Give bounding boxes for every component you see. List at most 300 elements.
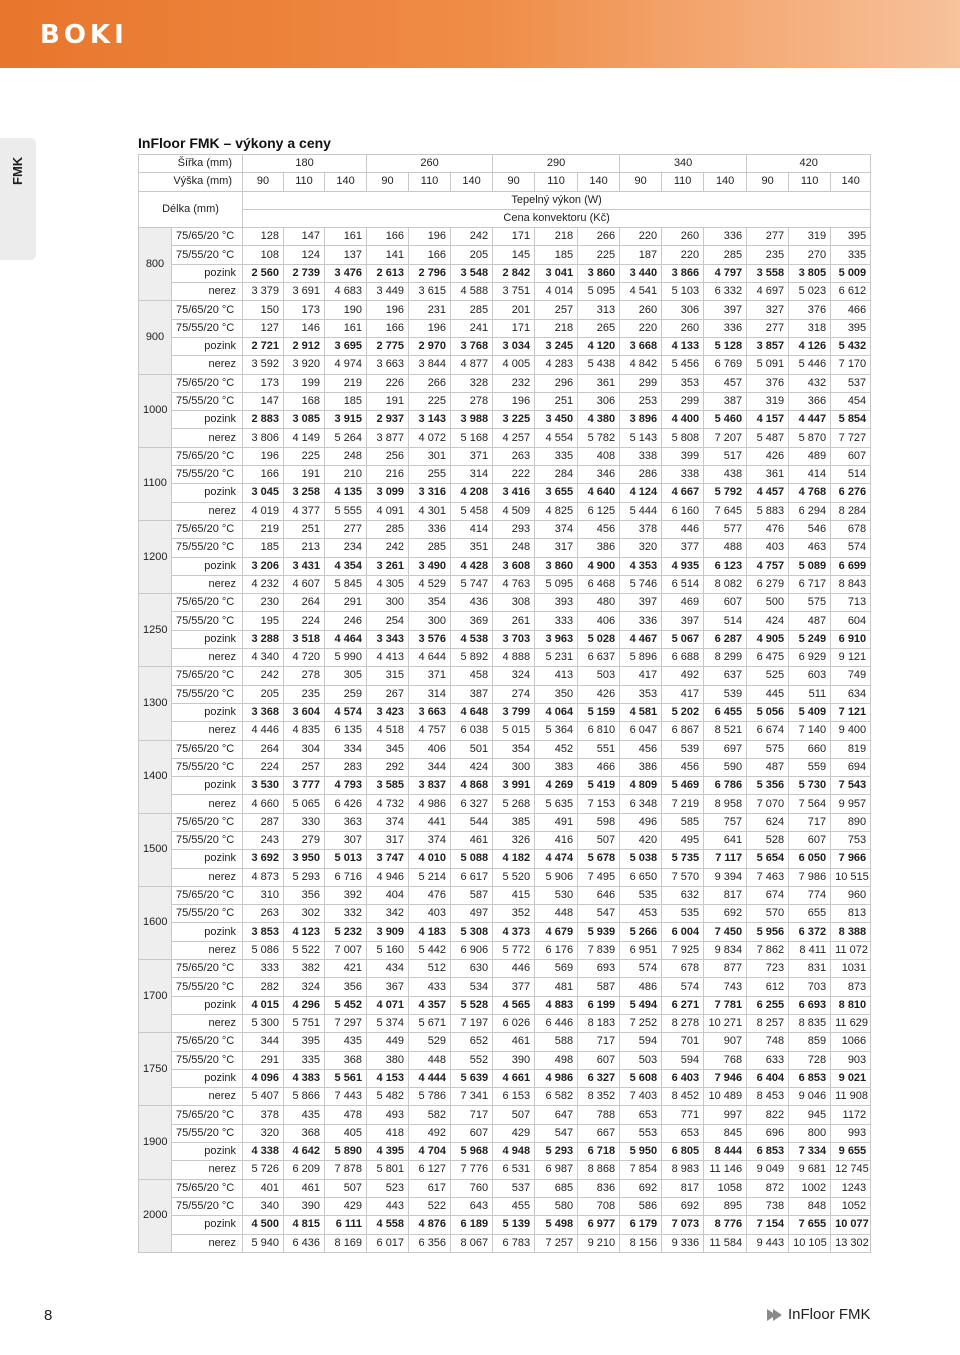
table-cell: 3 806 bbox=[243, 429, 284, 447]
table-cell: 403 bbox=[409, 905, 451, 923]
table-cell: 5 067 bbox=[662, 630, 704, 648]
table-cell: 4 464 bbox=[325, 630, 367, 648]
table-cell: 424 bbox=[747, 612, 789, 630]
table-cell: 369 bbox=[451, 612, 493, 630]
table-cell: 168 bbox=[284, 392, 325, 410]
table-cell: 9 394 bbox=[704, 868, 747, 886]
row-label: 75/55/20 °C bbox=[172, 539, 243, 557]
table-cell: 8 776 bbox=[704, 1216, 747, 1234]
table-cell: 3 288 bbox=[243, 630, 284, 648]
table-cell: 4 014 bbox=[535, 283, 578, 301]
table-row bbox=[139, 301, 871, 319]
table-cell: 2 937 bbox=[367, 411, 409, 429]
table-cell: 1058 bbox=[704, 1179, 747, 1197]
page-number: 8 bbox=[44, 1307, 53, 1324]
table-cell: 594 bbox=[662, 1051, 704, 1069]
table-cell: 305 bbox=[325, 667, 367, 685]
table-row bbox=[139, 484, 871, 502]
table-cell: 314 bbox=[409, 685, 451, 703]
table-cell: 266 bbox=[578, 228, 620, 246]
table-cell: 749 bbox=[831, 667, 871, 685]
table-cell: 5 772 bbox=[493, 941, 535, 959]
table-cell: 8 082 bbox=[704, 575, 747, 593]
table-cell: 302 bbox=[284, 905, 325, 923]
table-cell: 6 688 bbox=[662, 649, 704, 667]
table-cell: 3 988 bbox=[451, 411, 493, 429]
width-header: 420 bbox=[747, 155, 871, 173]
row-label: pozink bbox=[172, 630, 243, 648]
table-cell: 4 183 bbox=[409, 923, 451, 941]
table-cell: 374 bbox=[535, 520, 578, 538]
header-row-heights bbox=[139, 173, 871, 191]
table-row bbox=[139, 1069, 871, 1087]
row-label: 75/65/20 °C bbox=[172, 447, 243, 465]
table-cell: 3 691 bbox=[284, 283, 325, 301]
row-label: 75/65/20 °C bbox=[172, 1033, 243, 1051]
table-cell: 6 125 bbox=[578, 502, 620, 520]
table-cell: 334 bbox=[325, 740, 367, 758]
table-cell: 210 bbox=[325, 466, 367, 484]
table-cell: 5 446 bbox=[789, 356, 831, 374]
table-cell: 685 bbox=[535, 1179, 578, 1197]
table-cell: 284 bbox=[535, 466, 578, 484]
table-cell: 848 bbox=[789, 1197, 831, 1215]
table-cell: 3 915 bbox=[325, 411, 367, 429]
table-cell: 845 bbox=[704, 1124, 747, 1142]
table-cell: 6 189 bbox=[451, 1216, 493, 1234]
table-cell: 4 447 bbox=[789, 411, 831, 429]
table-cell: 367 bbox=[367, 978, 409, 996]
table-cell: 4 642 bbox=[284, 1143, 325, 1161]
table-cell: 678 bbox=[662, 960, 704, 978]
table-cell: 5 520 bbox=[493, 868, 535, 886]
table-cell: 4 395 bbox=[367, 1143, 409, 1161]
table-cell: 5 498 bbox=[535, 1216, 578, 1234]
table-cell: 4 377 bbox=[284, 502, 325, 520]
table-cell: 3 747 bbox=[367, 850, 409, 868]
table-cell: 3 663 bbox=[409, 703, 451, 721]
table-cell: 255 bbox=[409, 466, 451, 484]
table-cell: 3 768 bbox=[451, 337, 493, 355]
table-cell: 414 bbox=[789, 466, 831, 484]
table-cell: 5 013 bbox=[325, 850, 367, 868]
table-cell: 4 305 bbox=[367, 575, 409, 593]
table-cell: 267 bbox=[367, 685, 409, 703]
table-cell: 5 103 bbox=[662, 283, 704, 301]
table-cell: 6 160 bbox=[662, 502, 704, 520]
table-cell: 453 bbox=[620, 905, 662, 923]
table-cell: 6 123 bbox=[704, 557, 747, 575]
table-cell: 387 bbox=[451, 685, 493, 703]
table-cell: 580 bbox=[535, 1197, 578, 1215]
table-cell: 386 bbox=[578, 539, 620, 557]
table-cell: 537 bbox=[831, 374, 871, 392]
table-row bbox=[139, 246, 871, 264]
table-cell: 522 bbox=[409, 1197, 451, 1215]
table-row bbox=[139, 813, 871, 831]
table-cell: 768 bbox=[704, 1051, 747, 1069]
table-cell: 5 635 bbox=[535, 795, 578, 813]
table-row bbox=[139, 649, 871, 667]
table-cell: 4 518 bbox=[367, 722, 409, 740]
table-row bbox=[139, 264, 871, 282]
table-cell: 612 bbox=[747, 978, 789, 996]
table-cell: 166 bbox=[243, 466, 284, 484]
table-cell: 6 693 bbox=[789, 996, 831, 1014]
table-row bbox=[139, 758, 871, 776]
length-value: 1900 bbox=[139, 1106, 172, 1179]
table-cell: 277 bbox=[747, 228, 789, 246]
table-cell: 1172 bbox=[831, 1106, 871, 1124]
table-cell: 873 bbox=[831, 978, 871, 996]
table-cell: 420 bbox=[620, 831, 662, 849]
table-cell: 224 bbox=[243, 758, 284, 776]
boki-logo: BOKI bbox=[40, 20, 128, 50]
table-cell: 6 372 bbox=[789, 923, 831, 941]
table-cell: 9 210 bbox=[578, 1234, 620, 1252]
table-cell: 2 796 bbox=[409, 264, 451, 282]
table-cell: 6 582 bbox=[535, 1088, 578, 1106]
table-cell: 378 bbox=[620, 520, 662, 538]
table-cell: 313 bbox=[578, 301, 620, 319]
table-cell: 356 bbox=[325, 978, 367, 996]
table-cell: 4 868 bbox=[451, 777, 493, 795]
table-cell: 574 bbox=[831, 539, 871, 557]
table-cell: 336 bbox=[620, 612, 662, 630]
table-cell: 5 056 bbox=[747, 703, 789, 721]
table-cell: 242 bbox=[243, 667, 284, 685]
table-cell: 5 786 bbox=[409, 1088, 451, 1106]
table-cell: 278 bbox=[451, 392, 493, 410]
table-cell: 7 450 bbox=[704, 923, 747, 941]
table-cell: 11 629 bbox=[831, 1014, 871, 1032]
table-cell: 4 413 bbox=[367, 649, 409, 667]
header-row-widths bbox=[139, 155, 871, 173]
table-cell: 5 968 bbox=[451, 1143, 493, 1161]
table-cell: 4 340 bbox=[243, 649, 284, 667]
table-cell: 5 214 bbox=[409, 868, 451, 886]
header-row-price bbox=[139, 209, 871, 227]
table-row bbox=[139, 411, 871, 429]
table-row bbox=[139, 520, 871, 538]
table-row bbox=[139, 740, 871, 758]
table-cell: 306 bbox=[662, 301, 704, 319]
table-cell: 314 bbox=[451, 466, 493, 484]
table-cell: 4 661 bbox=[493, 1069, 535, 1087]
table-cell: 461 bbox=[451, 831, 493, 849]
table-row bbox=[139, 703, 871, 721]
table-cell: 4 768 bbox=[789, 484, 831, 502]
table-cell: 173 bbox=[284, 301, 325, 319]
table-cell: 511 bbox=[789, 685, 831, 703]
table-cell: 342 bbox=[367, 905, 409, 923]
table-cell: 6 127 bbox=[409, 1161, 451, 1179]
table-cell: 361 bbox=[747, 466, 789, 484]
table-cell: 458 bbox=[451, 667, 493, 685]
table-cell: 4 500 bbox=[243, 1216, 284, 1234]
height-header: 110 bbox=[662, 173, 704, 191]
table-cell: 3 877 bbox=[367, 429, 409, 447]
table-cell: 7 839 bbox=[578, 941, 620, 959]
table-cell: 344 bbox=[409, 758, 451, 776]
table-cell: 6 111 bbox=[325, 1216, 367, 1234]
table-cell: 220 bbox=[662, 246, 704, 264]
table-cell: 4 383 bbox=[284, 1069, 325, 1087]
table-cell: 6 135 bbox=[325, 722, 367, 740]
table-cell: 8 156 bbox=[620, 1234, 662, 1252]
table-cell: 717 bbox=[789, 813, 831, 831]
table-cell: 5 308 bbox=[451, 923, 493, 941]
table-cell: 404 bbox=[367, 886, 409, 904]
table-cell: 354 bbox=[409, 594, 451, 612]
table-cell: 403 bbox=[747, 539, 789, 557]
table-cell: 4 357 bbox=[409, 996, 451, 1014]
table-cell: 5 469 bbox=[662, 777, 704, 795]
table-cell: 7 854 bbox=[620, 1161, 662, 1179]
table-cell: 445 bbox=[747, 685, 789, 703]
table-cell: 5 438 bbox=[578, 356, 620, 374]
table-cell: 161 bbox=[325, 319, 367, 337]
height-header: 90 bbox=[367, 173, 409, 191]
table-cell: 2 912 bbox=[284, 337, 325, 355]
table-cell: 216 bbox=[367, 466, 409, 484]
table-cell: 6 716 bbox=[325, 868, 367, 886]
table-cell: 5 356 bbox=[747, 777, 789, 795]
table-cell: 480 bbox=[578, 594, 620, 612]
table-cell: 146 bbox=[284, 319, 325, 337]
table-cell: 4 296 bbox=[284, 996, 325, 1014]
table-cell: 6 017 bbox=[367, 1234, 409, 1252]
row-label: nerez bbox=[172, 722, 243, 740]
table-cell: 728 bbox=[789, 1051, 831, 1069]
height-header: 140 bbox=[451, 173, 493, 191]
table-cell: 4 126 bbox=[789, 337, 831, 355]
table-cell: 6 271 bbox=[662, 996, 704, 1014]
table-row bbox=[139, 1143, 871, 1161]
table-cell: 9 681 bbox=[789, 1161, 831, 1179]
table-cell: 512 bbox=[409, 960, 451, 978]
table-cell: 287 bbox=[243, 813, 284, 831]
table-cell: 7 153 bbox=[578, 795, 620, 813]
table-cell: 960 bbox=[831, 886, 871, 904]
table-cell: 655 bbox=[789, 905, 831, 923]
height-header: 140 bbox=[831, 173, 871, 191]
table-cell: 5 854 bbox=[831, 411, 871, 429]
table-cell: 523 bbox=[367, 1179, 409, 1197]
table-cell: 4 380 bbox=[578, 411, 620, 429]
table-cell: 265 bbox=[578, 319, 620, 337]
length-value: 2000 bbox=[139, 1179, 172, 1252]
table-cell: 2 842 bbox=[493, 264, 535, 282]
table-cell: 248 bbox=[493, 539, 535, 557]
table-cell: 277 bbox=[325, 520, 367, 538]
table-cell: 137 bbox=[325, 246, 367, 264]
height-header: 90 bbox=[493, 173, 535, 191]
table-cell: 6 853 bbox=[747, 1143, 789, 1161]
row-label: pozink bbox=[172, 777, 243, 795]
table-cell: 196 bbox=[493, 392, 535, 410]
table-cell: 8 284 bbox=[831, 502, 871, 520]
table-cell: 6 810 bbox=[578, 722, 620, 740]
table-cell: 261 bbox=[493, 612, 535, 630]
table-cell: 429 bbox=[493, 1124, 535, 1142]
table-row bbox=[139, 337, 871, 355]
table-cell: 6 718 bbox=[578, 1143, 620, 1161]
table-cell: 8 868 bbox=[578, 1161, 620, 1179]
table-cell: 5 091 bbox=[747, 356, 789, 374]
table-cell: 5 866 bbox=[284, 1088, 325, 1106]
table-cell: 259 bbox=[325, 685, 367, 703]
table-cell: 336 bbox=[704, 319, 747, 337]
row-label: 75/65/20 °C bbox=[172, 886, 243, 904]
table-cell: 507 bbox=[493, 1106, 535, 1124]
table-cell: 5 522 bbox=[284, 941, 325, 959]
table-cell: 251 bbox=[284, 520, 325, 538]
table-cell: 6 987 bbox=[535, 1161, 578, 1179]
table-cell: 4 338 bbox=[243, 1143, 284, 1161]
table-cell: 385 bbox=[493, 813, 535, 831]
table-cell: 738 bbox=[747, 1197, 789, 1215]
table-cell: 4 558 bbox=[367, 1216, 409, 1234]
row-label: pozink bbox=[172, 703, 243, 721]
table-cell: 317 bbox=[535, 539, 578, 557]
table-cell: 697 bbox=[704, 740, 747, 758]
table-cell: 191 bbox=[284, 466, 325, 484]
table-cell: 4 648 bbox=[451, 703, 493, 721]
table-cell: 586 bbox=[620, 1197, 662, 1215]
table-cell: 7 925 bbox=[662, 941, 704, 959]
table-cell: 3 206 bbox=[243, 557, 284, 575]
row-label: 75/55/20 °C bbox=[172, 1051, 243, 1069]
table-cell: 481 bbox=[535, 978, 578, 996]
table-cell: 8 278 bbox=[662, 1014, 704, 1032]
table-cell: 607 bbox=[831, 447, 871, 465]
table-cell: 7 727 bbox=[831, 429, 871, 447]
table-cell: 5 746 bbox=[620, 575, 662, 593]
table-cell: 692 bbox=[704, 905, 747, 923]
table-row bbox=[139, 1161, 871, 1179]
table-cell: 242 bbox=[451, 228, 493, 246]
table-cell: 7 986 bbox=[789, 868, 831, 886]
table-cell: 108 bbox=[243, 246, 284, 264]
row-label: pozink bbox=[172, 337, 243, 355]
table-cell: 6 276 bbox=[831, 484, 871, 502]
row-label: 75/65/20 °C bbox=[172, 960, 243, 978]
table-row bbox=[139, 557, 871, 575]
table-cell: 274 bbox=[493, 685, 535, 703]
row-label: nerez bbox=[172, 1234, 243, 1252]
table-cell: 487 bbox=[789, 612, 831, 630]
table-cell: 429 bbox=[325, 1197, 367, 1215]
table-cell: 278 bbox=[284, 667, 325, 685]
table-row bbox=[139, 685, 871, 703]
table-cell: 8 453 bbox=[747, 1088, 789, 1106]
table-cell: 376 bbox=[747, 374, 789, 392]
table-cell: 8 444 bbox=[704, 1143, 747, 1161]
table-cell: 353 bbox=[662, 374, 704, 392]
table-cell: 319 bbox=[747, 392, 789, 410]
table-cell: 7 334 bbox=[789, 1143, 831, 1161]
table-cell: 4 683 bbox=[325, 283, 367, 301]
table-cell: 4 581 bbox=[620, 703, 662, 721]
table-cell: 390 bbox=[284, 1197, 325, 1215]
table-cell: 836 bbox=[578, 1179, 620, 1197]
table-cell: 304 bbox=[284, 740, 325, 758]
table-row bbox=[139, 1106, 871, 1124]
table-cell: 489 bbox=[789, 447, 831, 465]
table-cell: 4 757 bbox=[747, 557, 789, 575]
row-label: pozink bbox=[172, 923, 243, 941]
table-cell: 3 490 bbox=[409, 557, 451, 575]
table-cell: 320 bbox=[243, 1124, 284, 1142]
table-cell: 546 bbox=[789, 520, 831, 538]
length-value: 1200 bbox=[139, 520, 172, 593]
width-label: Šířka (mm) bbox=[139, 155, 243, 173]
table-cell: 4 538 bbox=[451, 630, 493, 648]
table-cell: 800 bbox=[789, 1124, 831, 1142]
table-cell: 7 495 bbox=[578, 868, 620, 886]
table-cell: 246 bbox=[325, 612, 367, 630]
table-cell: 717 bbox=[578, 1033, 620, 1051]
table-cell: 5 264 bbox=[325, 429, 367, 447]
length-value: 1100 bbox=[139, 447, 172, 520]
table-cell: 534 bbox=[451, 978, 493, 996]
table-cell: 3 799 bbox=[493, 703, 535, 721]
table-cell: 128 bbox=[243, 228, 284, 246]
table-cell: 8 411 bbox=[789, 941, 831, 959]
table-cell: 230 bbox=[243, 594, 284, 612]
table-row bbox=[139, 612, 871, 630]
row-label: 75/55/20 °C bbox=[172, 758, 243, 776]
table-cell: 3 585 bbox=[367, 777, 409, 795]
table-row bbox=[139, 502, 871, 520]
table-cell: 225 bbox=[578, 246, 620, 264]
table-cell: 2 970 bbox=[409, 337, 451, 355]
table-cell: 414 bbox=[451, 520, 493, 538]
table-cell: 338 bbox=[620, 447, 662, 465]
table-cell: 5 266 bbox=[620, 923, 662, 941]
row-label: nerez bbox=[172, 283, 243, 301]
table-cell: 263 bbox=[243, 905, 284, 923]
row-label: pozink bbox=[172, 411, 243, 429]
table-cell: 5 293 bbox=[535, 1143, 578, 1161]
table-cell: 234 bbox=[325, 539, 367, 557]
table-cell: 282 bbox=[243, 978, 284, 996]
table-row bbox=[139, 575, 871, 593]
table-cell: 395 bbox=[831, 319, 871, 337]
table-cell: 5 432 bbox=[831, 337, 871, 355]
table-cell: 318 bbox=[789, 319, 831, 337]
table-cell: 187 bbox=[620, 246, 662, 264]
table-cell: 436 bbox=[451, 594, 493, 612]
table-row bbox=[139, 795, 871, 813]
table-cell: 3 655 bbox=[535, 484, 578, 502]
table-cell: 2 739 bbox=[284, 264, 325, 282]
table-cell: 353 bbox=[620, 685, 662, 703]
page-title: InFloor FMK – výkony a ceny bbox=[138, 135, 331, 151]
table-cell: 264 bbox=[284, 594, 325, 612]
table-cell: 260 bbox=[662, 228, 704, 246]
table-cell: 7 121 bbox=[831, 703, 871, 721]
table-cell: 4 809 bbox=[620, 777, 662, 795]
table-cell: 2 560 bbox=[243, 264, 284, 282]
table-cell: 5 023 bbox=[789, 283, 831, 301]
table-cell: 3 416 bbox=[493, 484, 535, 502]
table-cell: 598 bbox=[578, 813, 620, 831]
table-cell: 6 699 bbox=[831, 557, 871, 575]
table-cell: 8 958 bbox=[704, 795, 747, 813]
table-cell: 3 041 bbox=[535, 264, 578, 282]
